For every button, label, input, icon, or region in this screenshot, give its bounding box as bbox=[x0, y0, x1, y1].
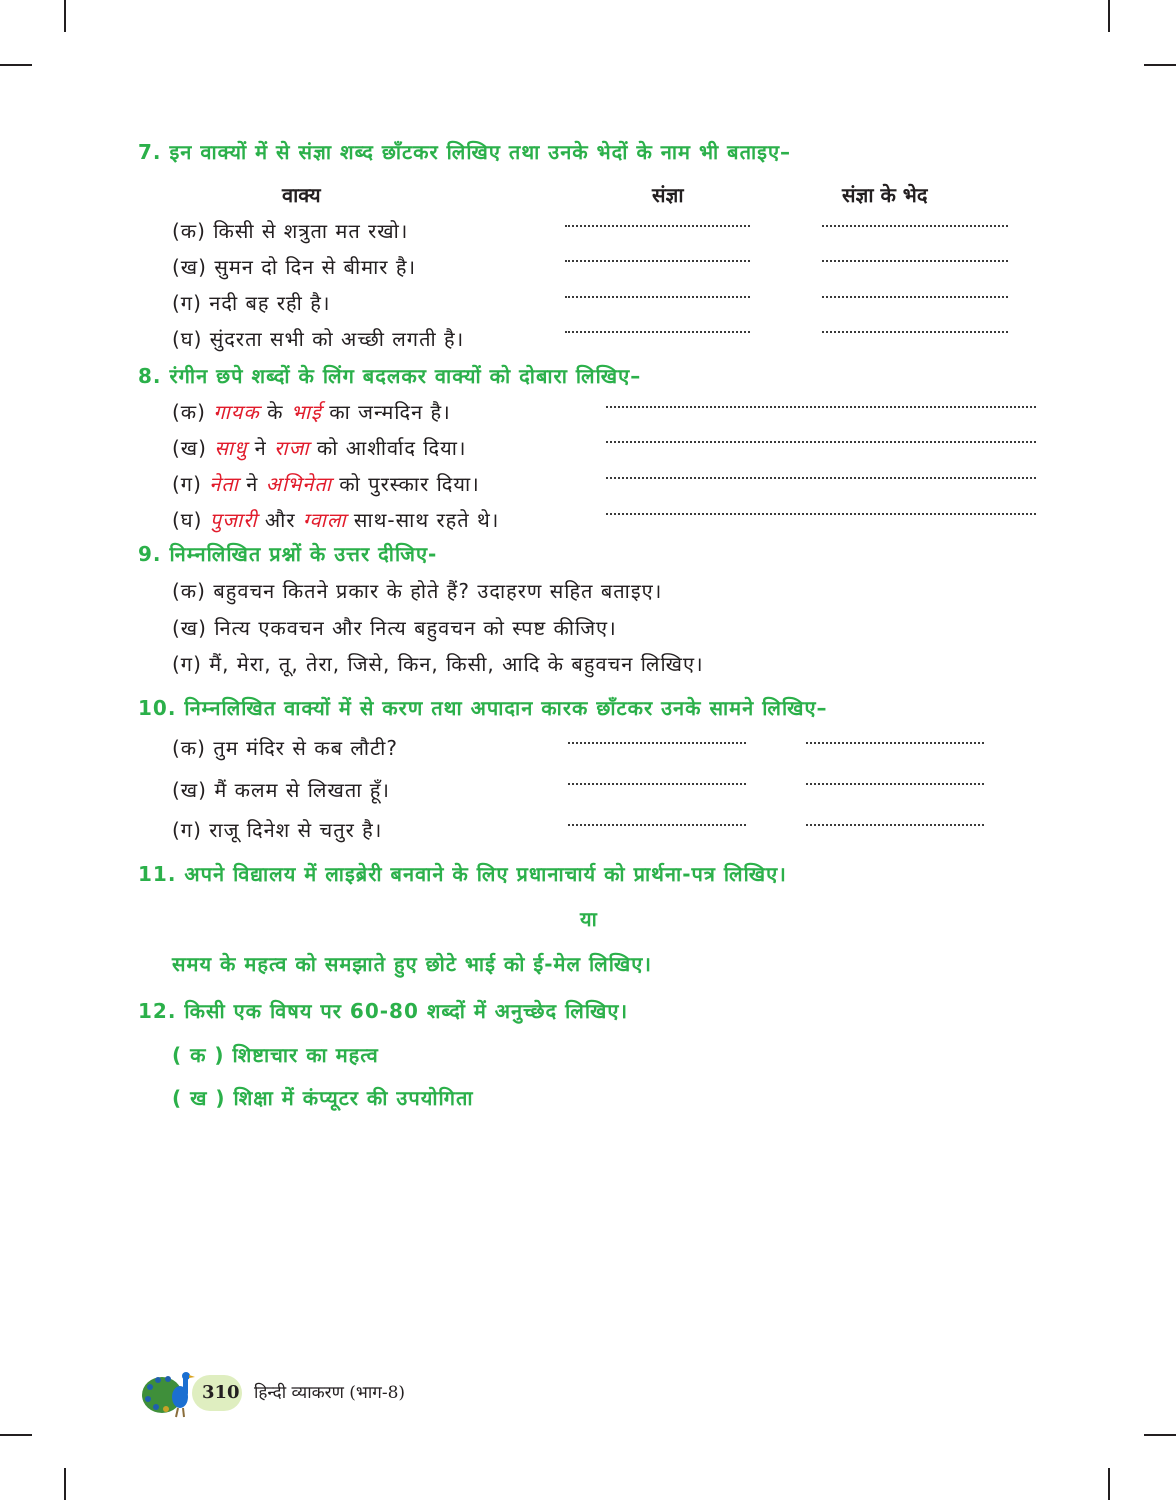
answer-blank[interactable] bbox=[822, 260, 1008, 262]
q7-row: (ग) नदी बह रही है। bbox=[172, 291, 331, 315]
q8-label: (ख) bbox=[172, 436, 215, 460]
highlight-word: अभिनेता bbox=[265, 472, 332, 496]
q8-text: को आशीर्वाद दिया। bbox=[309, 436, 467, 460]
q11-title: 11. अपने विद्यालय में लाइब्रेरी बनवाने के लिए प्रधानाचार्य को प्रार्थना-पत्र लिखिए। bbox=[138, 862, 787, 886]
q11-alt: समय के महत्व को समझाते हुए छोटे भाई को ई-मेल लिखिए। bbox=[172, 952, 652, 976]
highlight-word: गायक bbox=[213, 400, 260, 424]
q8-text: का जन्मदिन है। bbox=[321, 400, 451, 424]
q9-title: 9. निम्नलिखित प्रश्नों के उत्तर दीजिए- bbox=[138, 542, 438, 566]
book-title: हिन्दी व्याकरण (भाग-8) bbox=[254, 1383, 406, 1403]
q9-row: (क) बहुवचन कितने प्रकार के होते हैं? उदाहरण सहित बताइए। bbox=[172, 579, 663, 603]
q8-title: 8. रंगीन छपे शब्दों के लिंग बदलकर वाक्यों को दोबारा लिखिए– bbox=[138, 364, 642, 388]
q12-option: ( क ) शिष्टाचार का महत्व bbox=[172, 1043, 379, 1067]
q8-label: (क) bbox=[172, 400, 214, 424]
q12-title: 12. किसी एक विषय पर 60-80 शब्दों में अनुच्छेद लिखिए। bbox=[138, 999, 629, 1023]
answer-blank[interactable] bbox=[806, 783, 984, 785]
answer-blank[interactable] bbox=[822, 331, 1008, 333]
answer-blank[interactable] bbox=[822, 296, 1008, 298]
q7-header-noun: संज्ञा bbox=[652, 183, 684, 207]
q10-title: 10. निम्नलिखित वाक्यों में से करण तथा अपादान कारक छाँटकर उनके सामने लिखिए– bbox=[138, 696, 828, 720]
q8-label: (ग) bbox=[172, 472, 210, 496]
q8-row bbox=[172, 398, 451, 425]
q9-row: (ख) नित्य एकवचन और नित्य बहुवचन को स्पष्ट कीजिए। bbox=[172, 616, 617, 640]
answer-blank[interactable] bbox=[806, 824, 984, 826]
q8-row bbox=[172, 506, 499, 533]
highlight-word: राजा bbox=[274, 436, 310, 460]
crop-mark bbox=[64, 1468, 66, 1500]
q7-title: 7. इन वाक्यों में से संज्ञा शब्द छाँटकर लिखिए तथा उनके भेदों के नाम भी बताइए– bbox=[138, 140, 792, 164]
peacock-icon bbox=[140, 1365, 198, 1419]
highlight-word: नेता bbox=[209, 472, 239, 496]
highlight-word: साधु bbox=[214, 436, 248, 460]
page-number: 310 bbox=[202, 1382, 240, 1403]
q11-or: या bbox=[580, 907, 598, 931]
highlight-word: पुजारी bbox=[209, 508, 258, 532]
highlight-word: भाई bbox=[290, 400, 322, 424]
q8-text: साथ-साथ रहते थे। bbox=[346, 508, 500, 532]
crop-mark bbox=[0, 1434, 32, 1436]
q7-row: (घ) सुंदरता सभी को अच्छी लगती है। bbox=[172, 327, 465, 351]
highlight-word: ग्वाला bbox=[302, 508, 347, 532]
answer-blank[interactable] bbox=[568, 742, 746, 744]
q10-row: (ग) राजू दिनेश से चतुर है। bbox=[172, 818, 383, 842]
q8-row bbox=[172, 434, 466, 461]
crop-mark bbox=[1144, 64, 1176, 66]
q7-header-noun-type: संज्ञा के भेद bbox=[842, 183, 928, 207]
crop-mark bbox=[1108, 0, 1110, 32]
q8-label: (घ) bbox=[172, 508, 210, 532]
answer-blank[interactable] bbox=[606, 513, 1036, 515]
answer-blank[interactable] bbox=[568, 783, 746, 785]
answer-blank[interactable] bbox=[606, 406, 1036, 408]
q8-text: को पुरस्कार दिया। bbox=[331, 472, 480, 496]
answer-blank[interactable] bbox=[822, 225, 1008, 227]
answer-blank[interactable] bbox=[606, 477, 1036, 479]
answer-blank[interactable] bbox=[565, 331, 750, 333]
q9-row: (ग) मैं, मेरा, तू, तेरा, जिसे, किन, किसी, आदि के बहुवचन लिखिए। bbox=[172, 652, 704, 676]
answer-blank[interactable] bbox=[565, 296, 750, 298]
crop-mark bbox=[1108, 1468, 1110, 1500]
crop-mark bbox=[1144, 1434, 1176, 1436]
q8-text: ने bbox=[247, 436, 275, 460]
q10-row: (क) तुम मंदिर से कब लौटी? bbox=[172, 736, 398, 760]
crop-mark bbox=[64, 0, 66, 32]
answer-blank[interactable] bbox=[606, 441, 1036, 443]
q8-text: के bbox=[259, 400, 291, 424]
answer-blank[interactable] bbox=[565, 260, 750, 262]
answer-blank[interactable] bbox=[806, 742, 984, 744]
q7-row: (ख) सुमन दो दिन से बीमार है। bbox=[172, 255, 417, 279]
q8-row bbox=[172, 470, 480, 497]
q8-text: और bbox=[257, 508, 303, 532]
q8-text: ने bbox=[238, 472, 266, 496]
q12-option: ( ख ) शिक्षा में कंप्यूटर की उपयोगिता bbox=[172, 1086, 474, 1110]
answer-blank[interactable] bbox=[565, 225, 750, 227]
q10-row: (ख) मैं कलम से लिखता हूँ। bbox=[172, 778, 390, 802]
q7-header-sentence: वाक्य bbox=[282, 183, 321, 207]
q7-row: (क) किसी से शत्रुता मत रखो। bbox=[172, 219, 409, 243]
crop-mark bbox=[0, 64, 32, 66]
answer-blank[interactable] bbox=[568, 824, 746, 826]
